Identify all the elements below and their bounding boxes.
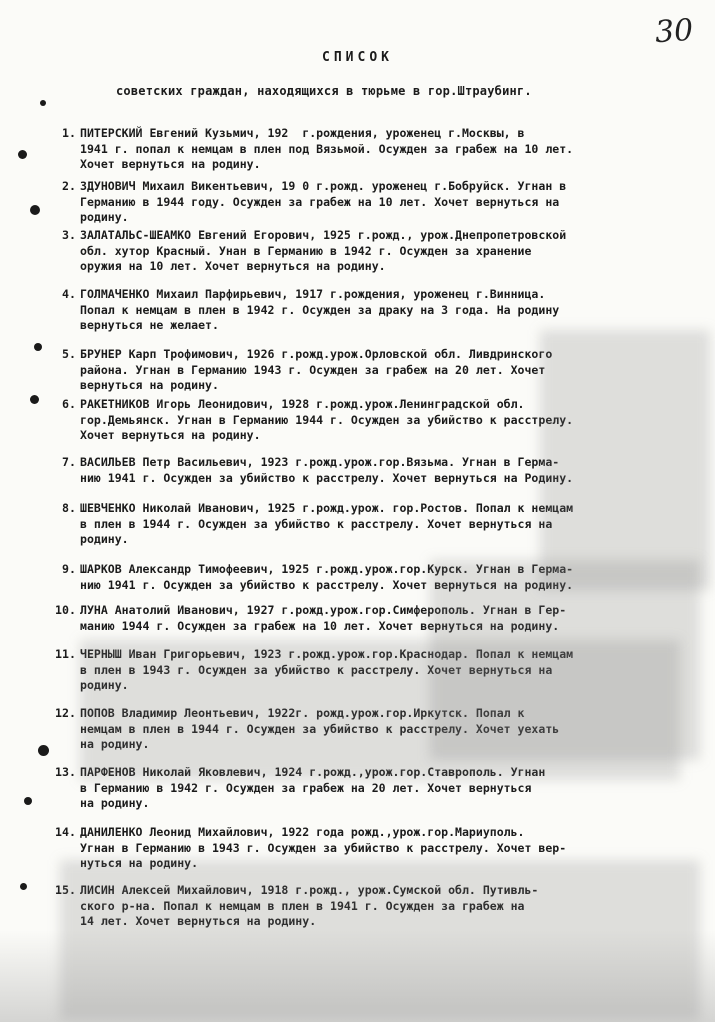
entry-number: 8. <box>62 501 76 515</box>
entry-text: ЧЕРНЫШ Иван Григорьевич, 1923 г.рожд.урож.гор.Краснодар. Попал к немцам в плен в 1943 г. Осужден за убийство к расстрелу. Хочет вернуться на родину. <box>80 647 574 692</box>
entry-number: 7. <box>62 455 76 469</box>
entry-text: ДАНИЛЕНКО Леонид Михайлович, 1922 года рожд.,урож.гор.Мариуполь. Угнан в Германию в 1943 г. Осужден за убийство к расстрелу. Хочет вер- нуться на родину. <box>80 825 567 870</box>
ink-blot <box>20 883 27 890</box>
entry-number: 4. <box>62 287 76 301</box>
entry-text: ЛИСИН Алексей Михайлович, 1918 г.рожд., урож.Сумской обл. Путивль- ского р-на. Попал к немцам в плен в 1941 г. Осужден за грабеж на 14 лет. Хочет вернуться на родину. <box>80 883 539 928</box>
entry-number: 2. <box>62 179 76 193</box>
entry-text: ШАРКОВ Александр Тимофеевич, 1925 г.рожд.урож.гор.Курск. Угнан в Герма- нию 1941 г. Осужден за убийство к расстрелу. Хочет вернуться на родину. <box>80 562 574 592</box>
entry-number: 11. <box>55 647 76 661</box>
list-entry <box>48 883 713 930</box>
list-entry <box>48 706 713 753</box>
list-entry <box>48 455 713 486</box>
list-entry <box>48 603 713 634</box>
entry-text: ГОЛМАЧЕНКО Михаил Парфирьевич, 1917 г.рождения, уроженец г.Винница. Попал к немцам в плен в 1942 г. Осужден за драку на 3 года. На родину вернуться не желает. <box>80 287 560 332</box>
ink-blot <box>24 797 32 805</box>
entry-text: ПИТЕРСКИЙ Евгений Кузьмич, 192 г.рождения, уроженец г.Москвы, в 1941 г. попал к немцам в плен под Вязьмой. Осужден за грабеж на 10 лет. Хочет вернуться на родину. <box>80 126 574 171</box>
entry-number: 6. <box>62 397 76 411</box>
document-subtitle: советских граждан, находящихся в тюрьме в гор.Штраубинг. <box>116 84 532 98</box>
entry-number: 10. <box>55 603 76 617</box>
ink-blot <box>38 745 49 756</box>
entry-text: ПОПОВ Владимир Леонтьевич, 1922г. рожд.урож.гор.Иркутск. Попал к немцам в плен в 1944 г. Осужден за убийство к расстрелу. Хочет уехать на родину. <box>80 706 560 751</box>
entry-number: 1. <box>62 126 76 140</box>
list-entry <box>48 287 713 334</box>
entry-number: 13. <box>55 765 76 779</box>
entry-text: ЗАЛАТАЛЬС-ШЕАМКО Евгений Егорович, 1925 г.рожд., урож.Днепропетровской обл. хутор Красный. Унан в Германию в 1942 г. Осужден за хранение оружия на 10 лет. Хочет вернуться на родину. <box>80 228 567 273</box>
document-title: СПИСОК <box>322 50 393 65</box>
entry-number: 15. <box>55 883 76 897</box>
entry-text: ШЕВЧЕНКО Николай Иванович, 1925 г.рожд.урож. гор.Ростов. Попал к немцам в плен в 1944 г. Осужден за убийство к расстрелу. Хочет вернуться на родину. <box>80 501 574 546</box>
list-entry <box>48 647 713 694</box>
ink-blot <box>34 343 42 351</box>
list-entry <box>48 126 713 173</box>
entry-text: БРУНЕР Карп Трофимович, 1926 г.рожд.урож.Орловской обл. Ливдринского района. Угнан в Германию 1943 г. Осужден за грабеж на 20 лет. Хочет вернуться на родину. <box>80 347 553 392</box>
entry-text: РАКЕТНИКОВ Игорь Леонидович, 1928 г.рожд.урож.Ленинградской обл. гор.Демьянск. Угнан в Германию 1944 г. Осужден за убийство к расстрелу. Хочет вернуться на родину. <box>80 397 574 442</box>
page-number: 30 <box>653 12 695 51</box>
list-entry <box>48 501 713 548</box>
entry-number: 5. <box>62 347 76 361</box>
entry-number: 9. <box>62 562 76 576</box>
entry-text: ЛУНА Анатолий Иванович, 1927 г.рожд.урож.гор.Симферополь. Угнан в Гер- манию 1944 г. Осужден за грабеж на 10 лет. Хочет вернуться на родину. <box>80 603 567 633</box>
list-entry <box>48 228 713 275</box>
entry-number: 3. <box>62 228 76 242</box>
ink-blot <box>40 100 46 106</box>
entry-text: ВАСИЛЬЕВ Петр Васильевич, 1923 г.рожд.урож.гор.Вязьма. Угнан в Герма- нию 1941 г. Осужден за убийство к расстрелу. Хочет вернуться на Родину. <box>80 455 574 485</box>
entry-text: ПАРФЕНОВ Николай Яковлевич, 1924 г.рожд.,урож.гор.Ставрополь. Угнан в Германию в 1942 г. Осужден за грабеж на 20 лет. Хочет вернуться на родину. <box>80 765 546 810</box>
ink-blot <box>18 150 27 159</box>
entry-text: ЗДУНОВИЧ Михаил Викентьевич, 19 0 г.рожд. уроженец г.Бобруйск. Угнан в Германию в 1944 году. Осужден за грабеж на 10 лет. Хочет вернуться на родину. <box>80 179 567 224</box>
list-entry <box>48 765 713 812</box>
entry-number: 14. <box>55 825 76 839</box>
list-entry <box>48 562 713 593</box>
ink-blot <box>30 205 40 215</box>
list-entry <box>48 347 713 394</box>
list-entry <box>48 825 713 872</box>
entry-number: 12. <box>55 706 76 720</box>
ink-blot <box>30 395 39 404</box>
list-entry <box>48 179 713 226</box>
list-entry <box>48 397 713 444</box>
